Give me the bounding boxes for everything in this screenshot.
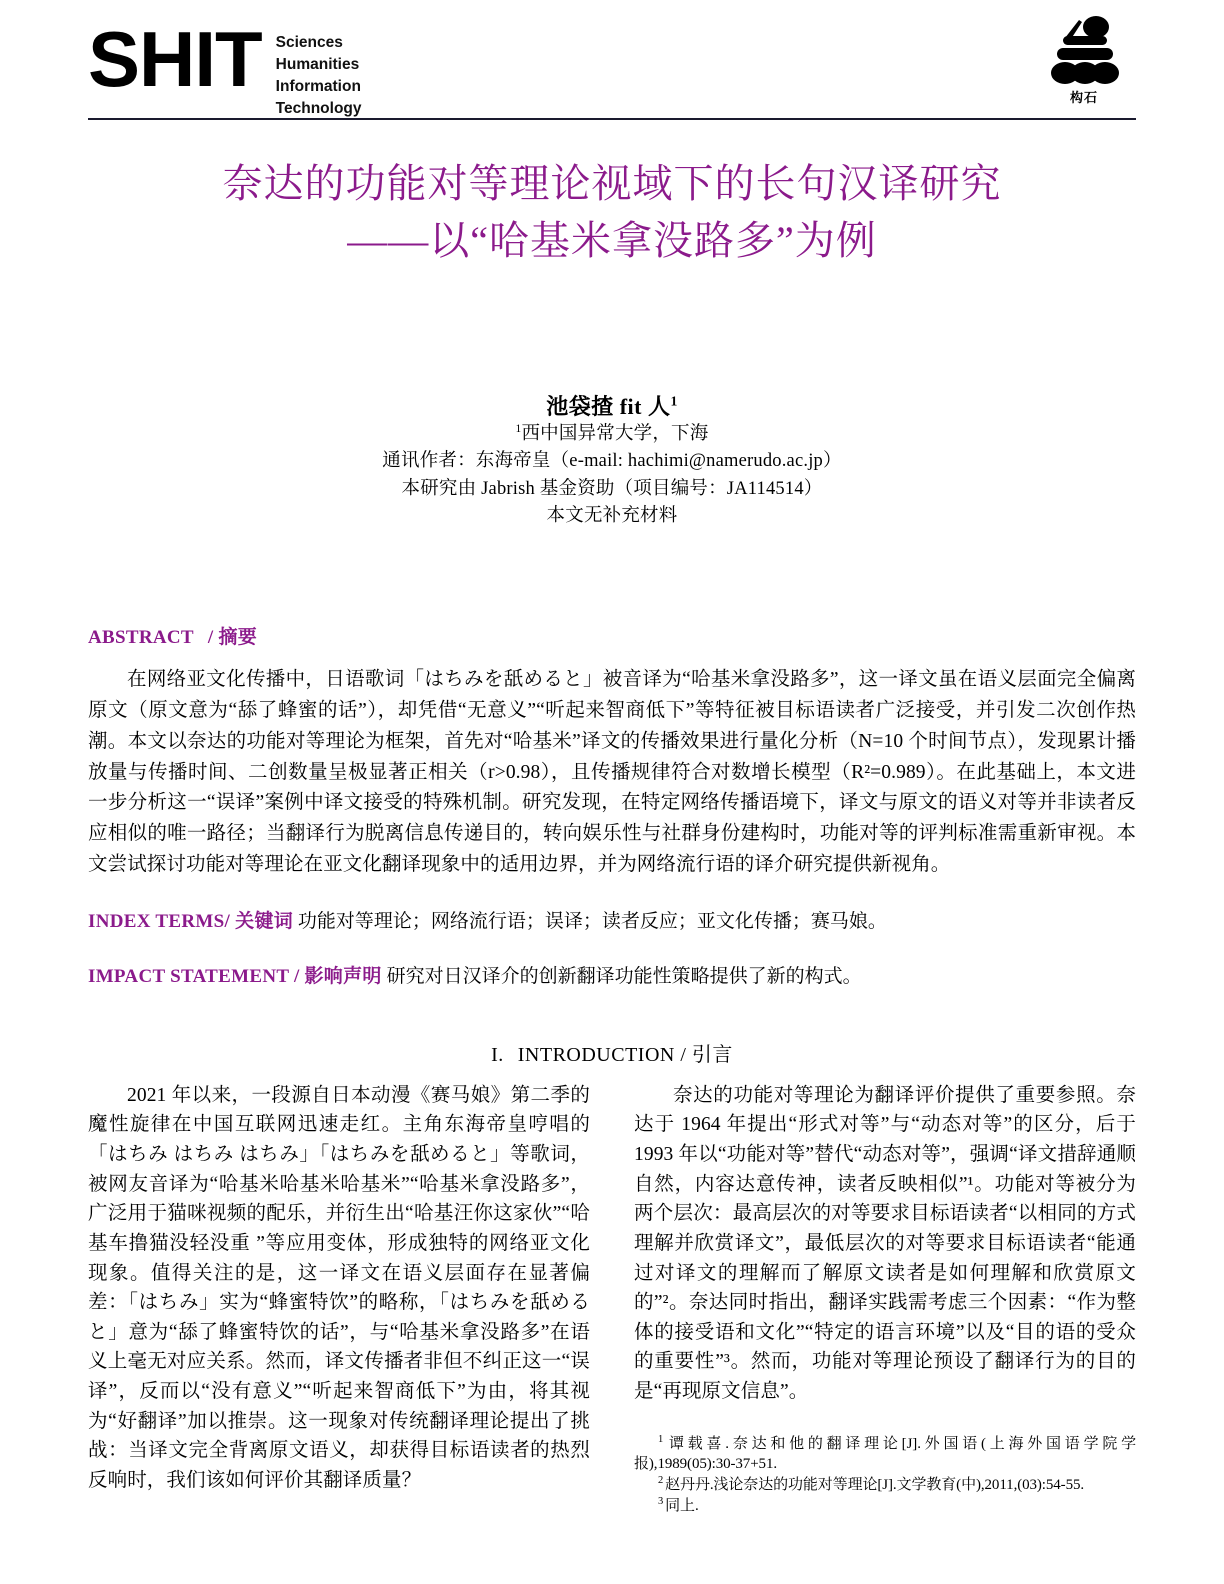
section-title-en: INTRODUCTION xyxy=(517,1043,675,1066)
abstract-section xyxy=(88,622,1136,992)
column-right xyxy=(634,1081,1136,1516)
footnote-marker: 2 xyxy=(658,1474,664,1486)
index-terms-label-en: INDEX TERMS xyxy=(88,910,225,932)
author-name xyxy=(88,390,1136,421)
section-number: I. xyxy=(491,1043,504,1066)
author-name-text: 池袋揸 fit 人 xyxy=(546,393,671,419)
impact-statement-text: 研究对日汉译介的创新翻译功能性策略提供了新的构式。 xyxy=(386,966,862,988)
impact-statement-row xyxy=(88,962,1136,992)
publisher-logo xyxy=(1032,0,1136,106)
body-columns xyxy=(88,1081,1136,1516)
footnote-marker: 3 xyxy=(658,1495,664,1507)
footnote-text: 谭载喜.奈达和他的翻译理论[J].外国语(上海外国语学院学报),1989(05):30-37+51. xyxy=(634,1435,1136,1472)
introduction-heading xyxy=(88,1038,1136,1067)
index-terms-text: 功能对等理论；网络流行语；误译；读者反应；亚文化传播；赛马娘。 xyxy=(297,910,887,932)
impact-statement-label-en: IMPACT STATEMENT / xyxy=(88,966,300,988)
funding-note: 本研究由 Jabrish 基金资助（项目编号：JA114514） xyxy=(401,478,823,499)
abstract-label-en: ABSTRACT xyxy=(88,627,194,649)
abstract-label-cn: / 摘要 xyxy=(207,627,258,649)
footnote-list xyxy=(634,1425,1136,1516)
abstract-heading xyxy=(88,622,1136,649)
footnote-item xyxy=(634,1495,1136,1516)
page-title xyxy=(88,156,1136,270)
masthead xyxy=(88,0,1136,118)
footnote-marker: 1 xyxy=(658,1433,664,1445)
intro-paragraph-left: 2021 年以来，一段源自日本动漫《赛马娘》第二季的魔性旋律在中国互联网迅速走红。主角东海帝皇哼唱的「はちみ はちみ はちみ」「はちみを舐めると」等歌词，被网友音译为“哈基米哈基米哈基米”“哈基米拿没路多”，广泛用于猫咪视频的配乐，并衍生出“哈基汪你这家伙”“哈基车撸猫没轻没重 ”等应用变体，形成独特的网络亚文化现象。值得关注的是，这一译文在语义层面存在显著偏差：「はちみ」实为“蜂蜜特饮”的略称，「はちみを舐めると」意为“舔了蜂蜜特饮的话”，与“哈基米拿没路多”在语义上毫无对应关系。然而，译文传播者非但不纠正这一“误译”，反而以“没有意义”“听起来智商低下”为由，将其视为“好翻译”加以推崇。这一现象对传统翻译理论提出了挑战：当译文完全背离原文语义，却获得目标语读者的热烈反响时，我们该如何评价其翻译质量？ xyxy=(88,1084,590,1491)
journal-brand xyxy=(88,0,362,120)
journal-word-information: Information xyxy=(275,78,361,95)
title-line-1: 奈达的功能对等理论视域下的长句汉译研究 xyxy=(222,161,1002,206)
affiliation-marker: 1 xyxy=(515,422,522,435)
journal-acronym: SHIT xyxy=(88,15,262,103)
index-terms-row xyxy=(88,907,1136,937)
corresponding-author: 通讯作者：东海帝皇（e-mail: hachimi@namerudo.ac.jp） xyxy=(382,451,842,472)
journal-word-sciences: Sciences xyxy=(275,34,343,51)
intro-paragraph-right: 奈达的功能对等理论为翻译评价提供了重要参照。奈达于 1964 年提出“形式对等”与“动态对等”的区分，后于 1993 年以“功能对等”替代“动态对等”，强调“译文措辞通顺自然，内容达意传神，读者反映相似”¹。功能对等被分为两个层次：最高层次的对等要求目标语读者“以相同的方式理解并欣赏译文”，最低层次的对等要求目标语读者“能通过对译文的理解而了解原文读者是如何理解和欣赏原文的”²。奈达同时指出，翻译实践需考虑三个因素：“作为整体的接受语和文化”“特定的语言环境”以及“目的语的受众的重要性”³。然而，功能对等理论预设了翻译行为的目的是“再现原文信息”。 xyxy=(634,1084,1136,1403)
impact-statement-label-cn: 影响声明 xyxy=(304,966,382,988)
affiliation-text: 西中国异常大学，下海 xyxy=(521,423,709,444)
journal-word-technology: Technology xyxy=(275,100,362,117)
abstract-text: 在网络亚文化传播中，日语歌词「はちみを舐めると」被音译为“哈基米拿没路多”，这一译文虽在语义层面完全偏离原文（原文意为“舔了蜂蜜的话”），却凭借“无意义”“听起来智商低下”等特征被目标语读者广泛接受，并引发二次创作热潮。本文以奈达的功能对等理论为框架，首先对“哈基米”译文的传播效果进行量化分析（N=10 个时间节点），发现累计播放量与传播时间、二创数量呈极显著正相关（r>0.98），且传播规律符合对数增长模型（R²=0.989）。在此基础上，本文进一步分析这一“误译”案例中译文接受的特殊机制。研究发现，在特定网络传播语境下，译文与原文的语义对等并非读者反应相似的唯一路径；当翻译行为脱离信息传递目的，转向娱乐性与社群身份建构时，功能对等的评判标准需重新审视。本文尝试探讨功能对等理论在亚文化翻译现象中的适用边界，并为网络流行语的译介研究提供新视角。 xyxy=(88,669,1136,876)
title-line-2: ——以“哈基米拿没路多”为例 xyxy=(347,217,877,263)
author-affiliation xyxy=(88,421,1136,449)
footnote-text: 同上. xyxy=(665,1497,699,1514)
section-title-cn: / 引言 xyxy=(680,1043,733,1066)
publisher-name: 构石 xyxy=(1069,90,1098,105)
footnote-item xyxy=(634,1433,1136,1474)
footnote-text: 赵丹丹.浅论奈达的功能对等理论[J].文学教育(中),2011,(03):54-55. xyxy=(665,1476,1085,1493)
supplementary-note: 本文无补充材料 xyxy=(546,505,678,526)
journal-fullname xyxy=(276,26,362,120)
column-left xyxy=(88,1081,590,1516)
author-affiliation-marker: 1 xyxy=(670,393,678,409)
journal-word-humanities: Humanities xyxy=(275,56,360,73)
index-terms-label-cn: / 关键词 xyxy=(224,910,294,932)
author-block xyxy=(88,390,1136,531)
stone-cairn-icon xyxy=(1032,12,1136,86)
footnote-item xyxy=(634,1474,1136,1495)
